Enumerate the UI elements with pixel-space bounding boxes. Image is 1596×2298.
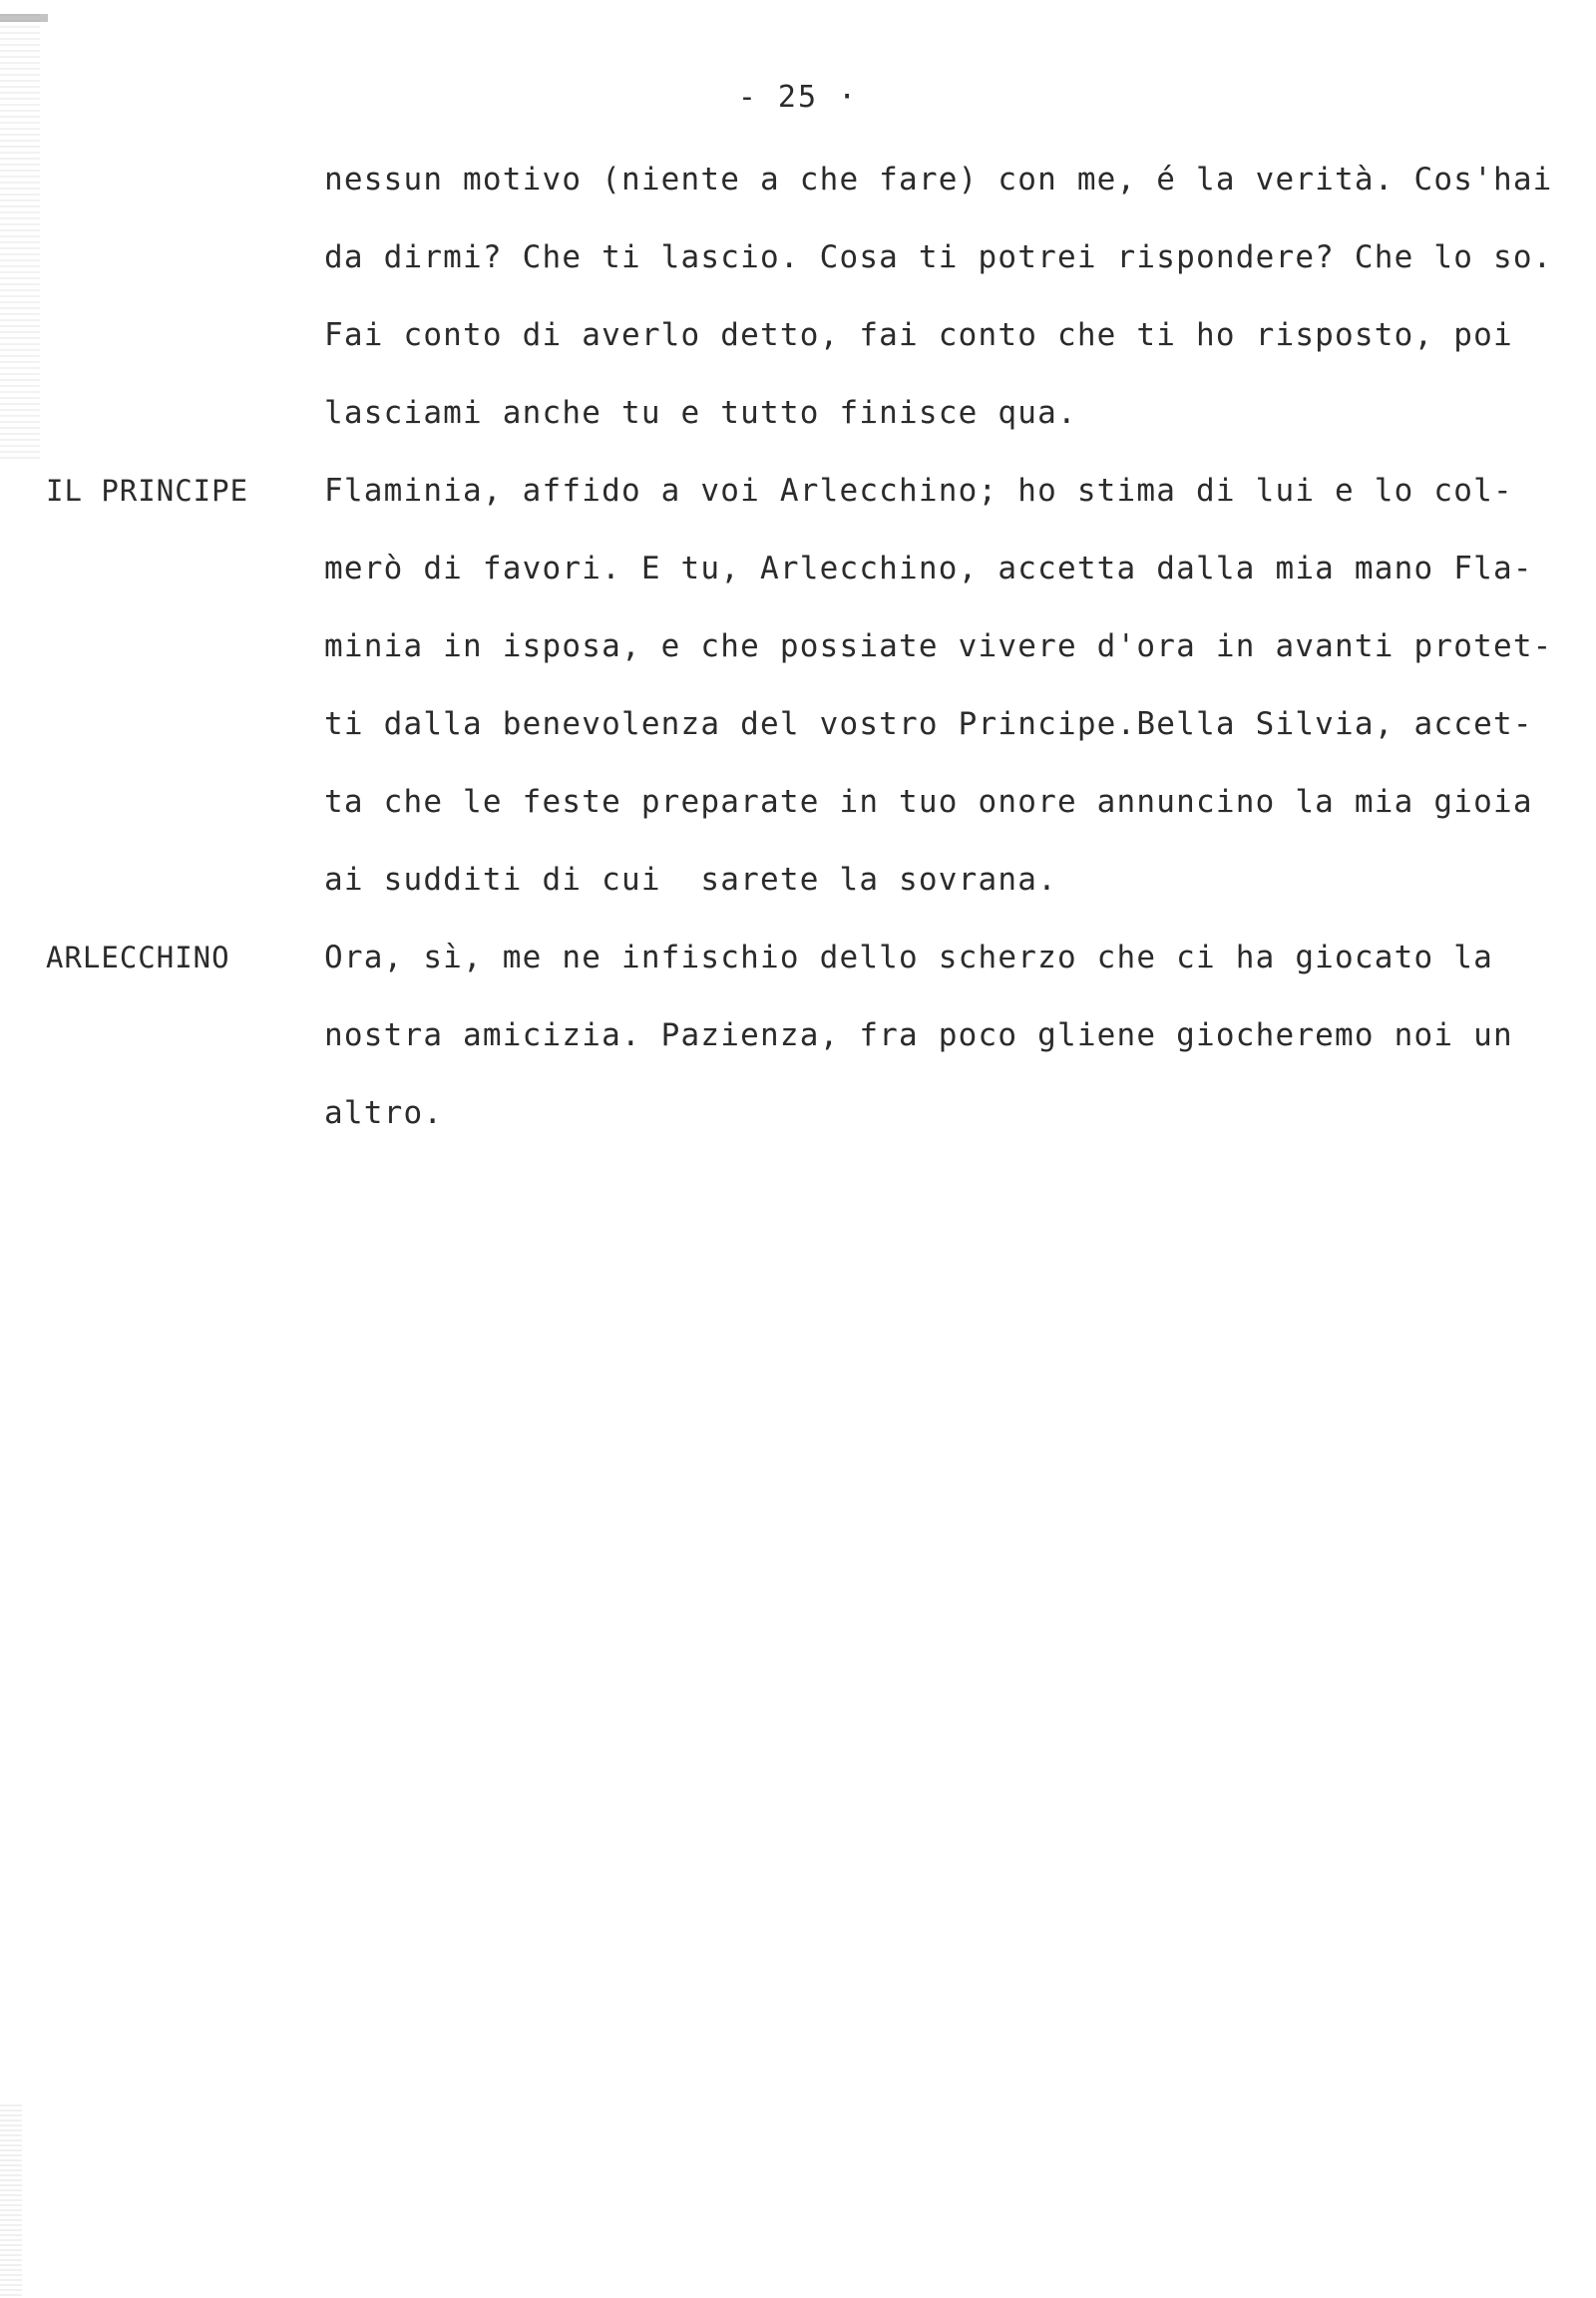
text-line: ai sudditi di cui sarete la sovrana.: [324, 862, 1057, 898]
text-line: da dirmi? Che ti lascio. Cosa ti potrei rispondere? Che lo so.: [324, 239, 1553, 275]
text-line: altro.: [324, 1095, 444, 1131]
scan-edge-artifact: [0, 2105, 22, 2298]
text-line: Fai conto di averlo detto, fai conto che ti ho risposto, poi: [324, 317, 1513, 353]
text-line: Ora, sì, me ne infischio dello scherzo che ci ha giocato la: [324, 940, 1493, 975]
text-line: merò di favori. E tu, Arlecchino, accetta dalla mia mano Fla-: [324, 551, 1533, 586]
speaker-name: IL PRINCIPE: [46, 474, 249, 508]
text-line: nostra amicizia. Pazienza, fra poco gliene giocheremo noi un: [324, 1017, 1513, 1053]
speaker-name: ARLECCHINO: [46, 941, 230, 974]
text-line: ti dalla benevolenza del vostro Principe.Bella Silvia, accet-: [324, 706, 1533, 742]
text-line: Flaminia, affido a voi Arlecchino; ho stima di lui e lo col-: [324, 473, 1513, 509]
text-line: minia in isposa, e che possiate vivere d'ora in avanti protet-: [324, 628, 1553, 664]
text-line: nessun motivo (niente a che fare) con me, é la verità. Cos'hai: [324, 162, 1553, 197]
text-line: ta che le feste preparate in tuo onore annuncino la mia gioia: [324, 784, 1533, 820]
page-number: - 25 ·: [737, 80, 859, 115]
text-line: lasciami anche tu e tutto finisce qua.: [324, 395, 1077, 431]
